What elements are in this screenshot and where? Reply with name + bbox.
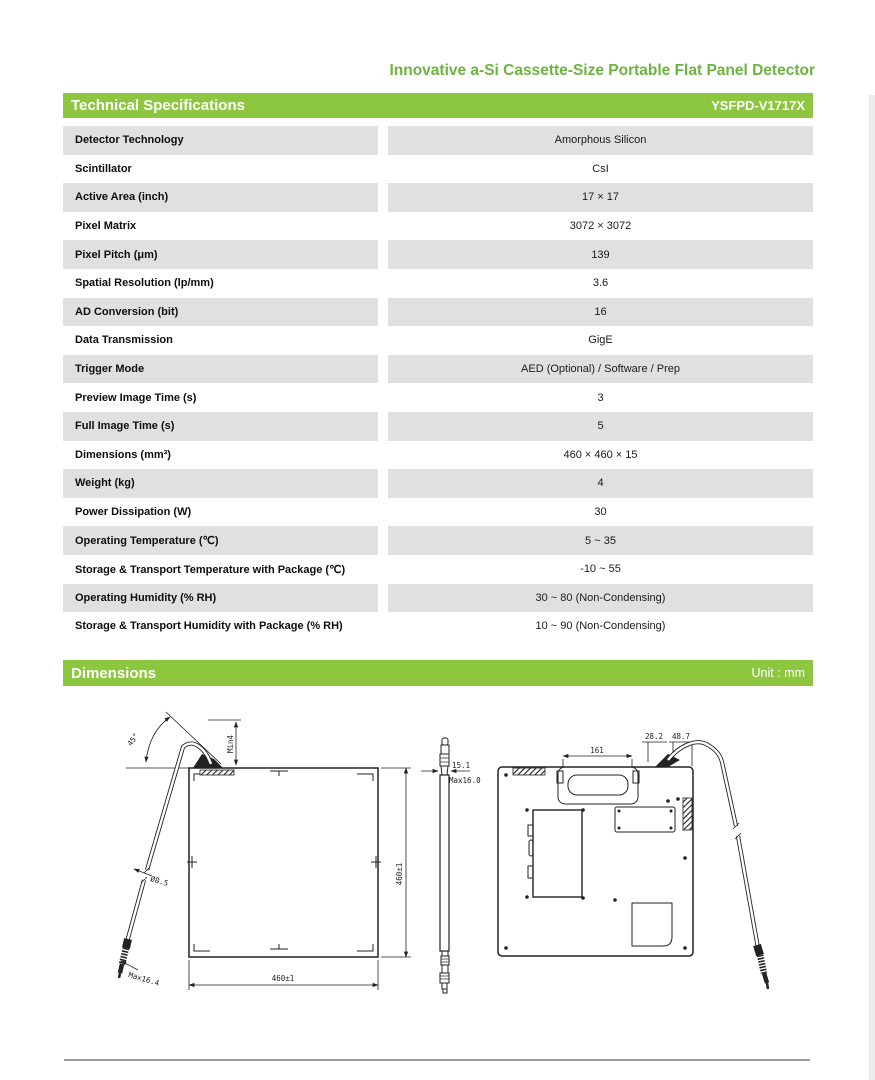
front-cable (127, 744, 211, 942)
handle-slot (568, 775, 628, 795)
back-cable-offset-a-label: 28.2 (644, 732, 664, 741)
back-cable-strain-relief (655, 754, 680, 767)
spec-header-title: Technical Specifications (71, 97, 245, 114)
spec-label: Full Image Time (s) (63, 412, 378, 441)
spec-label: Weight (kg) (63, 469, 378, 498)
model-number: YSFPD-V1717X (711, 98, 805, 113)
back-cable-offset-b-label: 48.7 (671, 732, 691, 741)
spec-value: 5 (388, 412, 813, 441)
back-view-drawing (498, 742, 768, 989)
table-row (63, 126, 813, 155)
front-view-drawing (119, 712, 411, 990)
access-panel (615, 807, 675, 832)
dimension-drawings (90, 698, 790, 1020)
table-row (63, 155, 813, 184)
front-angle-label: 45° (125, 731, 141, 748)
spec-label: Detector Technology (63, 126, 378, 155)
front-height-label: 460±1 (395, 862, 404, 886)
spec-value: 460 × 460 × 15 (563, 448, 638, 461)
back-cable-connector (757, 945, 768, 989)
spec-label: Active Area (inch) (63, 183, 378, 212)
spec-label: Operating Humidity (% RH) (63, 584, 378, 613)
spec-value: 16 (388, 298, 813, 327)
spec-value: 3 (597, 391, 604, 404)
spec-value: -10 ~ 55 (580, 563, 621, 576)
spec-section-header (63, 93, 813, 118)
table-row (63, 412, 813, 441)
handle-outline (558, 767, 638, 804)
scan-edge-artifact (869, 95, 875, 1080)
table-row (63, 383, 813, 412)
table-row (63, 212, 813, 241)
side-thickness-label: 15.1 (451, 761, 471, 770)
back-handle-width-label: 161 (590, 746, 604, 755)
spec-value: 30 (594, 506, 607, 519)
table-row (63, 612, 813, 641)
spec-value: 10 ~ 90 (Non-Condensing) (535, 620, 666, 633)
table-row (63, 326, 813, 355)
page-title: Innovative a-Si Cassette-Size Portable Flat Panel Detector (389, 62, 815, 79)
dimensions-section-header (63, 660, 813, 686)
spec-label: Trigger Mode (63, 355, 378, 384)
table-row (63, 269, 813, 298)
spec-value: 3.6 (592, 277, 609, 290)
spec-label: Data Transmission (75, 334, 173, 347)
spec-value: AED (Optional) / Software / Prep (388, 355, 813, 384)
spec-label: Storage & Transport Humidity with Package (% RH) (75, 620, 343, 633)
table-row (63, 498, 813, 527)
spec-table (63, 126, 813, 641)
footer-divider (64, 1059, 810, 1061)
spec-label: Preview Image Time (s) (75, 391, 197, 404)
battery-compartment (533, 810, 582, 897)
table-row (63, 355, 813, 384)
front-cable-diameter-label: Ø8.5 (149, 874, 170, 888)
spec-label: Scintillator (75, 162, 132, 175)
screw-dots (504, 773, 687, 950)
front-width-label: 460±1 (271, 974, 295, 983)
spec-label: Power Dissipation (W) (75, 506, 192, 519)
corner-plate (632, 903, 672, 946)
front-cable-connector (119, 939, 128, 978)
spec-value: 17 × 17 (388, 183, 813, 212)
table-row (63, 584, 813, 613)
back-cable (668, 742, 758, 948)
table-row (63, 469, 813, 498)
spec-label: AD Conversion (bit) (63, 298, 378, 327)
spec-value: CsI (592, 162, 609, 175)
spec-value: 3072 × 3072 (569, 220, 632, 233)
table-row (63, 441, 813, 470)
front-connector-max-label: Max16.4 (127, 970, 161, 988)
spec-value: 5 ~ 35 (388, 526, 813, 555)
spec-label: Dimensions (mm³) (75, 448, 171, 461)
unit-label: Unit : mm (751, 666, 805, 680)
front-min-bend-label: Min4 (226, 734, 235, 754)
table-row (63, 298, 813, 327)
spec-label: Pixel Matrix (75, 220, 137, 233)
table-row (63, 526, 813, 555)
table-row (63, 555, 813, 584)
table-row (63, 183, 813, 212)
spec-label: Storage & Transport Temperature with Package (℃) (75, 563, 346, 576)
spec-label: Spatial Resolution (lp/mm) (75, 277, 214, 290)
spec-value: 30 ~ 80 (Non-Condensing) (388, 584, 813, 613)
dimensions-header-title: Dimensions (71, 664, 157, 682)
spec-label: Operating Temperature (℃) (63, 526, 378, 555)
side-max-thickness-label: Max16.0 (449, 776, 481, 785)
spec-value: GigE (588, 334, 613, 347)
spec-value: 139 (388, 240, 813, 269)
spec-label: Pixel Pitch (μm) (63, 240, 378, 269)
spec-value: 4 (388, 469, 813, 498)
table-row (63, 240, 813, 269)
spec-value: Amorphous Silicon (388, 126, 813, 155)
